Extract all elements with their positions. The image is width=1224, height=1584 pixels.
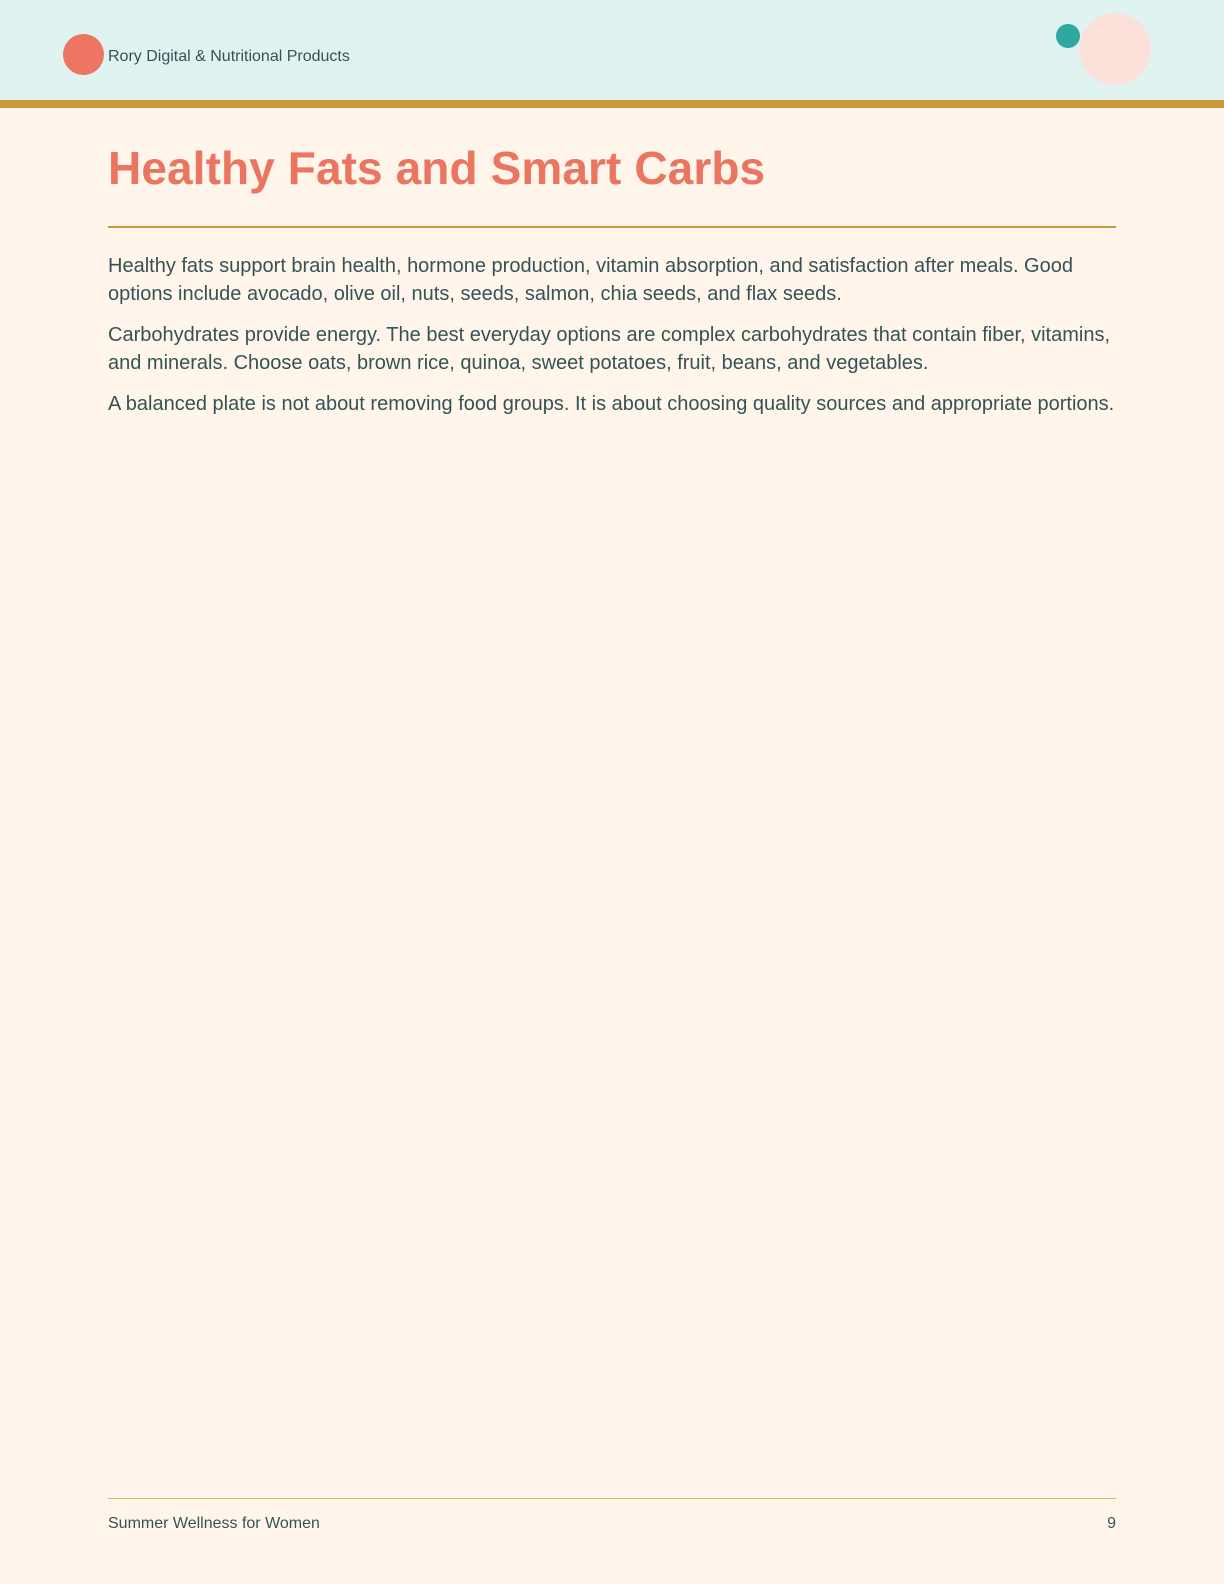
page-header [0,0,1224,108]
page-number: 9 [1107,1515,1116,1532]
footer-divider [108,1498,1116,1499]
paragraph-balanced-plate: A balanced plate is not about removing food groups. It is about choosing quality sources and appropriate portions. [108,393,1115,415]
title-divider [108,226,1116,228]
brand-circle-icon [63,34,104,75]
page-title: Healthy Fats and Smart Carbs [108,142,766,194]
decorative-small-circle-icon [1056,24,1080,48]
decorative-large-circle-icon [1079,13,1151,85]
page-content [108,108,1116,418]
paragraph-carbohydrates: Carbohydrates provide energy. The best everyday options are complex carbohydrates that contain fiber, vitamins, and minerals. Choose oats, brown rice, quinoa, sweet potatoes, fruit, beans, and vegetables. [108,324,1111,374]
company-name: Rory Digital & Nutritional Products [108,48,350,65]
paragraph-healthy-fats: Healthy fats support brain health, hormone production, vitamin absorption, and satisfaction after meals. Good options include avocado, olive oil, nuts, seeds, salmon, chia seeds, and flax seeds. [108,255,1073,305]
footer-document-title: Summer Wellness for Women [108,1515,320,1532]
